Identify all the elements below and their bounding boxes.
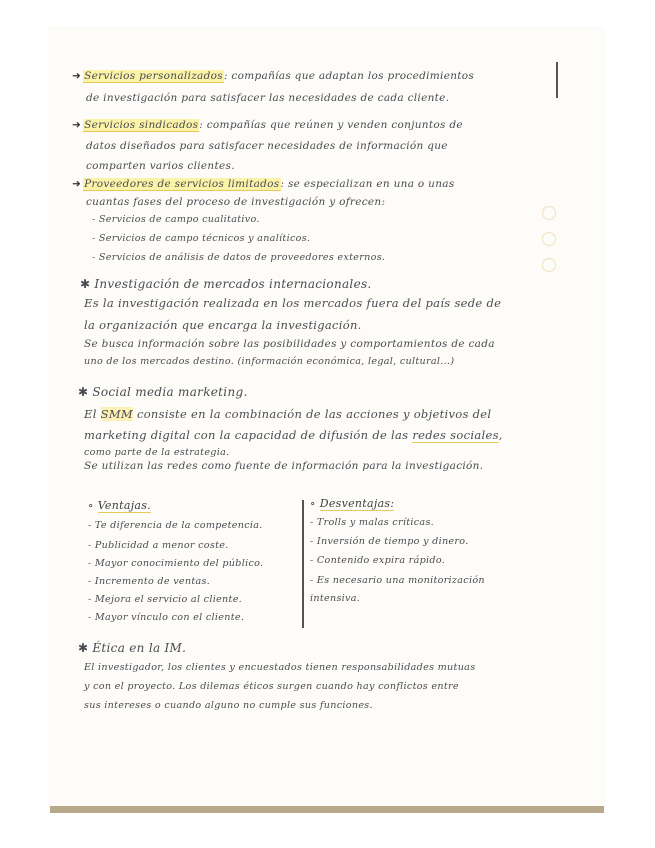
ventajas-item: - Te diferencia de la competencia. — [88, 520, 263, 531]
bleed-through-mark — [542, 206, 556, 220]
term: Servicios sindicados — [84, 119, 199, 131]
definition-line: comparten varios clientes. — [86, 160, 235, 172]
desventajas-item: - Trolls y malas críticas. — [310, 517, 435, 528]
margin-bracket — [556, 62, 558, 98]
sub-list-item: - Servicios de campo técnicos y analíticos. — [92, 233, 311, 244]
paragraph-line: uno de los mercados destino. (información económica, legal, cultural...) — [84, 356, 455, 367]
column-divider — [302, 500, 304, 628]
section-heading-etica: ✱ Ética en la IM. — [78, 641, 187, 655]
sub-list-item: - Servicios de análisis de datos de proveedores externos. — [92, 252, 386, 263]
definition-line: datos diseñados para satisfacer necesidades de información que — [86, 140, 448, 152]
definition-line: : compañías que reúnen y venden conjuntos de — [199, 119, 463, 131]
section-heading-international: ✱ Investigación de mercados internacionales. — [80, 277, 372, 291]
paragraph-line: El investigador, los clientes y encuestados tienen responsabilidades mutuas — [84, 662, 476, 673]
desventajas-title: ∘ Desventajas: — [310, 497, 395, 510]
page-bottom-edge — [50, 806, 604, 813]
arrow-icon: ➜ — [72, 119, 82, 131]
item-proveedores-servicios-limitados — [72, 177, 455, 191]
ventajas-title: ∘ Ventajas. — [88, 499, 152, 512]
desventajas-item: intensiva. — [310, 593, 361, 604]
sub-list-item: - Servicios de campo cualitativo. — [92, 214, 260, 225]
desventajas-item: - Inversión de tiempo y dinero. — [310, 536, 469, 547]
smm-abbreviation: SMM — [100, 407, 133, 421]
bleed-through-mark — [542, 232, 556, 246]
item-servicios-personalizados — [72, 69, 474, 83]
section-heading-smm: ✱ Social media marketing. — [78, 385, 248, 399]
desventajas-item: - Es necesario una monitorización — [310, 575, 485, 586]
smm-definition-line: como parte de la estrategia. — [84, 447, 230, 458]
smm-definition-line: El SMM consiste en la combinación de las acciones y objetivos del — [84, 407, 492, 421]
term: Servicios personalizados — [84, 70, 223, 82]
bleed-through-mark — [542, 258, 556, 272]
asterisk-icon: ✱ — [80, 277, 91, 291]
item-servicios-sindicados — [72, 118, 463, 132]
paragraph-line: sus intereses o cuando alguno no cumple sus funciones. — [84, 700, 373, 711]
arrow-icon: ➜ — [72, 178, 82, 190]
arrow-icon: ➜ — [72, 70, 82, 82]
circle-bullet-icon: ∘ — [88, 499, 94, 512]
paragraph-line: Se busca información sobre las posibilidades y comportamientos de cada — [84, 338, 495, 350]
definition-line: cuantas fases del proceso de investigación y ofrecen: — [86, 196, 386, 208]
asterisk-icon: ✱ — [78, 641, 89, 655]
definition-line: : se especializan en una o unas — [280, 178, 455, 190]
definition-line: : compañías que adaptan los procedimientos — [223, 70, 475, 82]
smm-definition-line: marketing digital con la capacidad de difusión de las redes sociales, — [84, 428, 503, 442]
ventajas-item: - Incremento de ventas. — [88, 576, 211, 587]
ventajas-item: - Mayor vínculo con el cliente. — [88, 612, 245, 623]
definition-line: de investigación para satisfacer las necesidades de cada cliente. — [86, 92, 450, 104]
term: Proveedores de servicios limitados — [84, 178, 280, 190]
asterisk-icon: ✱ — [78, 385, 89, 399]
desventajas-item: - Contenido expira rápido. — [310, 555, 446, 566]
highlighted-term: redes sociales — [412, 428, 499, 442]
ventajas-item: - Mayor conocimiento del público. — [88, 558, 264, 569]
paragraph-line: y con el proyecto. Los dilemas éticos surgen cuando hay conflictos entre — [84, 681, 459, 692]
ventajas-item: - Mejora el servicio al cliente. — [88, 594, 243, 605]
ventajas-item: - Publicidad a menor coste. — [88, 540, 229, 551]
paragraph-line: la organización que encarga la investigación. — [84, 318, 362, 332]
circle-bullet-icon: ∘ — [310, 497, 316, 510]
smm-definition-line: Se utilizan las redes como fuente de información para la investigación. — [84, 460, 484, 472]
paragraph-line: Es la investigación realizada en los mercados fuera del país sede de — [84, 296, 502, 310]
